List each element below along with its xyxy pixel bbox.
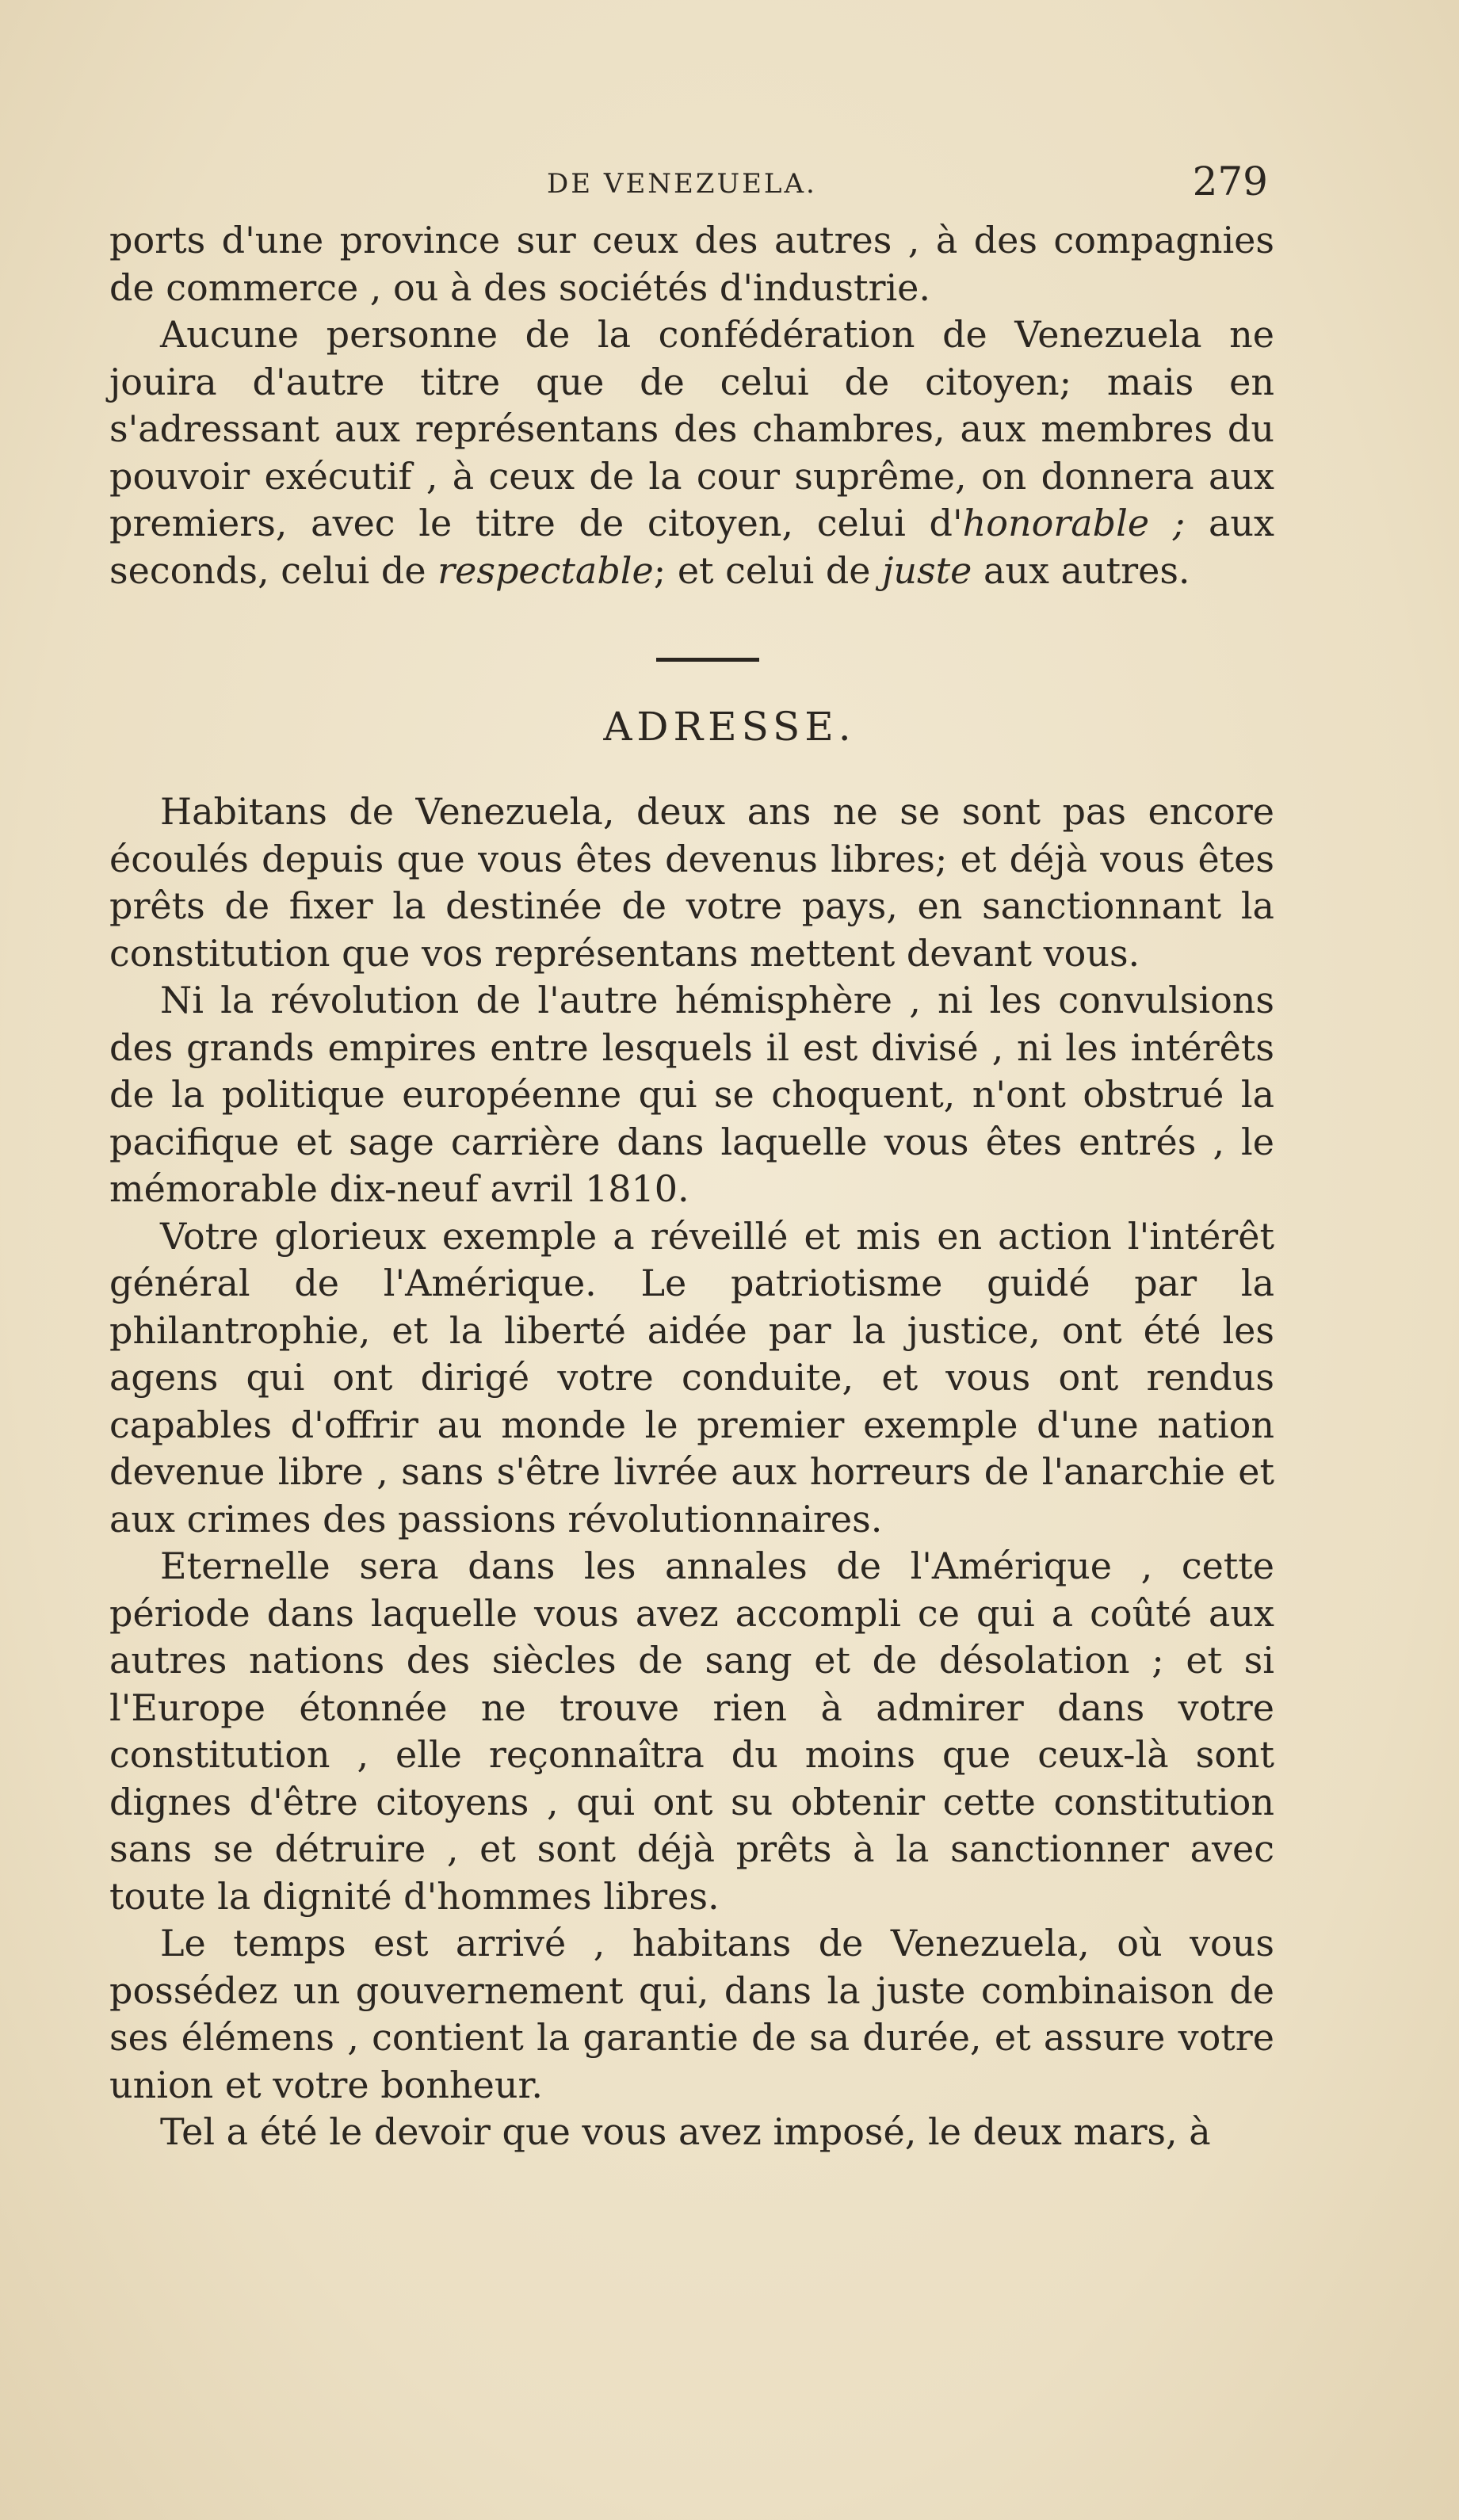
paragraph: Habitans de Venezuela, deux ans ne se sont pas encore écoulés depuis que vous êtes devenus libres; et déjà vous êtes prêts de fixer la destinée de votre pays, en sanctionnant la constitution que vos représentans mettent devant vous. (109, 790, 1274, 975)
paragraph: Tel a été le devoir que vous avez imposé, le deux mars, à (160, 2110, 1211, 2153)
paragraph: ports d'une province sur ceux des autres , à des compagnies de commerce , ou à des sociétés d'industrie. (109, 219, 1274, 309)
paragraph: Eternelle sera dans les annales de l'Amérique , cette période dans laquelle vous avez accompli ce qui a coûté aux autres nations des siècles de sang et de désolation ; et si l'Europe étonnée ne trouve rien à admirer dans votre constitution , elle reçonnaîtra du moins que ceux-là sont dignes d'être citoyens , qui ont su obtenir cette constitution sans se détruire , et sont déjà prêts à la sanctionner avec toute la dignité d'hommes libres. (109, 1544, 1274, 1918)
text-run: aux autres. (972, 548, 1190, 592)
adresse-body (109, 788, 1274, 2156)
text-run: Aucune personne de la confédération de Venezuela ne jouira d'autre titre que de celui de citoyen; mais en s'adressant aux représentans des chambres, aux membres du pouvoir exécutif , à ceux de la cour suprême, on donnera aux premiers, avec le titre de citoyen, celui d' (109, 313, 1274, 544)
paragraph: Votre glorieux exemple a réveillé et mis en action l'intérêt général de l'Amérique. Le patriotisme guidé par la philantrophie, et la liberté aidée par la justice, ont été les agens qui ont dirigé votre conduite, et vous ont rendus capables d'offrir au monde le premier exemple d'une nation devenue libre , sans s'être livrée aux horreurs de l'anarchie et aux crimes des passions révolutionnaires. (109, 1214, 1274, 1541)
paragraph: Ni la révolution de l'autre hémisphère , ni les convulsions des grands empires entre lesquels il est divisé , ni les intérêts de la politique européenne qui se choquent, n'ont obstrué la pacifique et sage carrière dans laquelle vous êtes entrés , le mémorable dix-neuf avril 1810. (109, 979, 1274, 1210)
continued-text (109, 217, 1274, 594)
section-title: ADRESSE. (603, 704, 856, 750)
page-number: 279 (1192, 158, 1268, 204)
italic-term-juste: juste (882, 548, 972, 592)
paragraph (109, 311, 1274, 594)
italic-term-honorable: honorable ; (962, 502, 1186, 544)
italic-term-respectable: respectable (437, 548, 654, 592)
running-head: DE VENEZUELA. (547, 168, 817, 200)
page-header (119, 158, 1268, 214)
paragraph: Le temps est arrivé , habitans de Venezuela, où vous possédez un gouvernement qui, dans la juste combinaison de ses élémens , contient la garantie de sa durée, et assure votre union et votre bonheur. (109, 1922, 1274, 2106)
text-run: ; et celui de (653, 548, 883, 592)
section-divider (656, 658, 759, 662)
text-run: aux seconds, celui de (109, 502, 1274, 592)
